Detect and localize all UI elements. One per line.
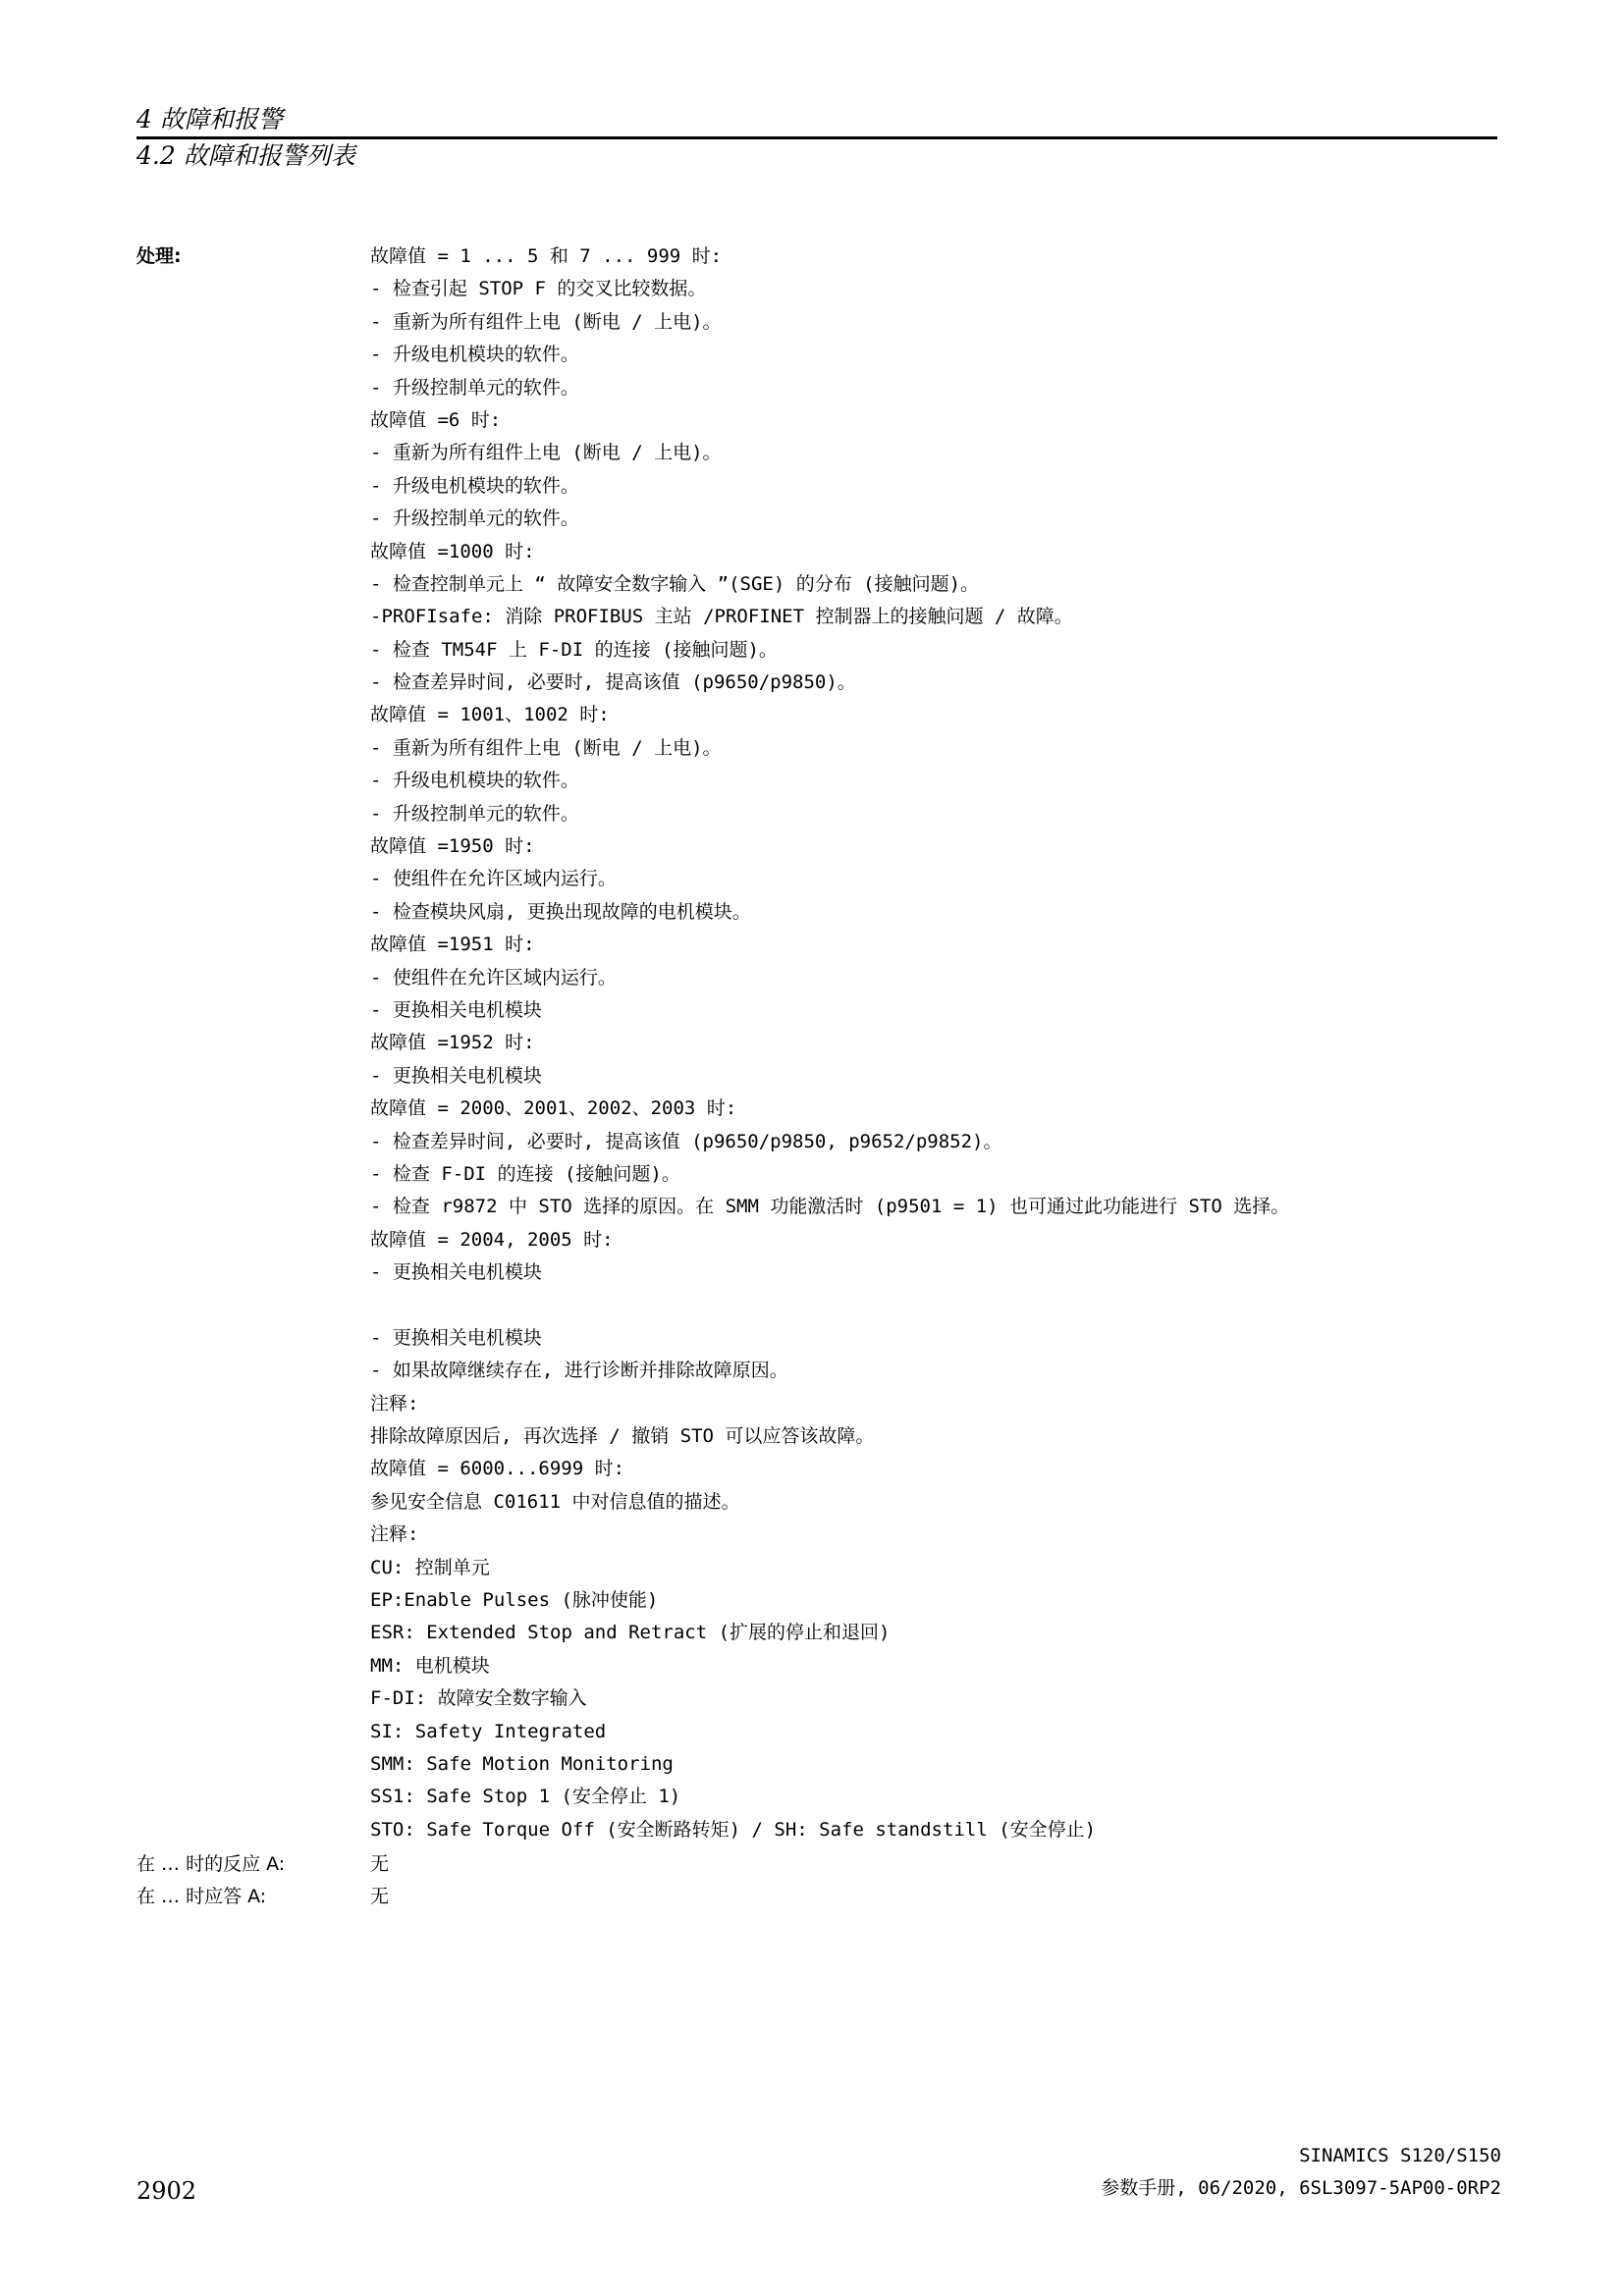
remedy-line: - 重新为所有组件上电 (断电 / 上电)。 xyxy=(370,442,722,464)
remedy-line: -PROFIsafe: 消除 PROFIBUS 主站 /PROFINET 控制器上的接触问题 / 故障。 xyxy=(370,606,1073,628)
acknowledge-label: 在 … 时应答 A: xyxy=(136,1886,267,1907)
remedy-line: - 使组件在允许区域内运行。 xyxy=(370,966,617,988)
page-header xyxy=(136,103,1497,173)
remedy-line: 注释: xyxy=(370,1523,419,1546)
acknowledge-value: 无 xyxy=(370,1886,390,1907)
remedy-line: 故障值 =1952 时: xyxy=(370,1032,535,1054)
remedy-line: SMM: Safe Motion Monitoring xyxy=(370,1752,674,1775)
remedy-line: 排除故障原因后, 再次选择 / 撤销 STO 可以应答该故障。 xyxy=(370,1425,875,1448)
remedy-line: - 检查 TM54F 上 F-DI 的连接 (接触问题)。 xyxy=(370,638,778,661)
remedy-line: SI: Safety Integrated xyxy=(370,1720,607,1742)
remedy-line: - 更换相关电机模块 xyxy=(370,1064,542,1087)
remedy-line: 注释: xyxy=(370,1392,419,1415)
remedy-line: - 重新为所有组件上电 (断电 / 上电)。 xyxy=(370,310,722,333)
remedy-line: - 更换相关电机模块 xyxy=(370,998,542,1021)
remedy-line: EP:Enable Pulses (脉冲使能) xyxy=(370,1589,659,1612)
product-name: SINAMICS S120/S150 xyxy=(1299,2145,1501,2166)
remedy-line: 故障值 = 2004, 2005 时: xyxy=(370,1228,614,1251)
remedy-line: - 使组件在允许区域内运行。 xyxy=(370,868,617,890)
remedy-line: F-DI: 故障安全数字输入 xyxy=(370,1687,587,1710)
remedy-line: - 升级控制单元的软件。 xyxy=(370,376,579,399)
remedy-line: - 升级控制单元的软件。 xyxy=(370,802,579,825)
remedy-line: - 检查差异时间, 必要时, 提高该值 (p9650/p9850, p9652/p9852)。 xyxy=(370,1130,1002,1152)
remedy-line: - 升级控制单元的软件。 xyxy=(370,507,579,530)
remedy-label: 处理: xyxy=(136,245,182,267)
remedy-line: ESR: Extended Stop and Retract (扩展的停止和退回) xyxy=(370,1622,891,1644)
remedy-line: - 检查模块风扇, 更换出现故障的电机模块。 xyxy=(370,900,751,923)
remedy-line: - 检查控制单元上 “ 故障安全数字输入 ”(SGE) 的分布 (接触问题)。 xyxy=(370,572,980,595)
chapter-title: 4 故障和报警 xyxy=(136,105,283,133)
remedy-line: 故障值 = 6000...6999 时: xyxy=(370,1458,625,1480)
page-footer xyxy=(1101,2140,1501,2205)
remedy-line: - 更换相关电机模块 xyxy=(370,1261,542,1284)
remedy-line: - 重新为所有组件上电 (断电 / 上电)。 xyxy=(370,736,722,759)
remedy-line: MM: 电机模块 xyxy=(370,1654,490,1677)
page-number: 2902 xyxy=(136,2177,197,2205)
remedy-line: - 升级电机模块的软件。 xyxy=(370,344,579,366)
remedy-line: - 检查引起 STOP F 的交叉比较数据。 xyxy=(370,278,707,300)
remedy-line: 参见安全信息 C01611 中对信息值的描述。 xyxy=(370,1490,740,1513)
remedy-line: - 检查 r9872 中 STO 选择的原因。在 SMM 功能激活时 (p9501 = 1) 也可通过此功能进行 STO 选择。 xyxy=(370,1196,1290,1218)
remedy-line: 故障值 =1000 时: xyxy=(370,540,535,562)
remedy-line: 故障值 = 2000、2001、2002、2003 时: xyxy=(370,1097,737,1120)
manual-info: 参数手册, 06/2020, 6SL3097-5AP00-0RP2 xyxy=(1101,2177,1501,2199)
remedy-line: 故障值 =1951 时: xyxy=(370,934,535,956)
remedy-line: 故障值 =6 时: xyxy=(370,408,502,431)
remedy-line: - 检查 F-DI 的连接 (接触问题)。 xyxy=(370,1162,680,1185)
remedy-line: 故障值 =1950 时: xyxy=(370,835,535,858)
remedy-line: - 检查差异时间, 必要时, 提高该值 (p9650/p9850)。 xyxy=(370,671,856,694)
remedy-line: - 更换相关电机模块 xyxy=(370,1326,542,1349)
remedy-line xyxy=(370,1290,1509,1322)
remedy-line: 故障值 = 1 ... 5 和 7 ... 999 时: xyxy=(370,245,723,267)
section-title: 4.2 故障和报警列表 xyxy=(136,141,355,170)
remedy-line: - 升级电机模块的软件。 xyxy=(370,770,579,792)
reaction-value: 无 xyxy=(370,1853,390,1875)
remedy-line: - 如果故障继续存在, 进行诊断并排除故障原因。 xyxy=(370,1360,788,1382)
remedy-line: STO: Safe Torque Off (安全断路转矩) / SH: Safe standstill (安全停止) xyxy=(370,1818,1097,1841)
remedy-line: SS1: Safe Stop 1 (安全停止 1) xyxy=(370,1786,681,1808)
remedy-line: 故障值 = 1001、1002 时: xyxy=(370,704,610,726)
remedy-text xyxy=(370,240,1509,1846)
remedy-line: CU: 控制单元 xyxy=(370,1556,490,1578)
reaction-label: 在 … 时的反应 A: xyxy=(136,1853,286,1875)
remedy-line: - 升级电机模块的软件。 xyxy=(370,474,579,497)
